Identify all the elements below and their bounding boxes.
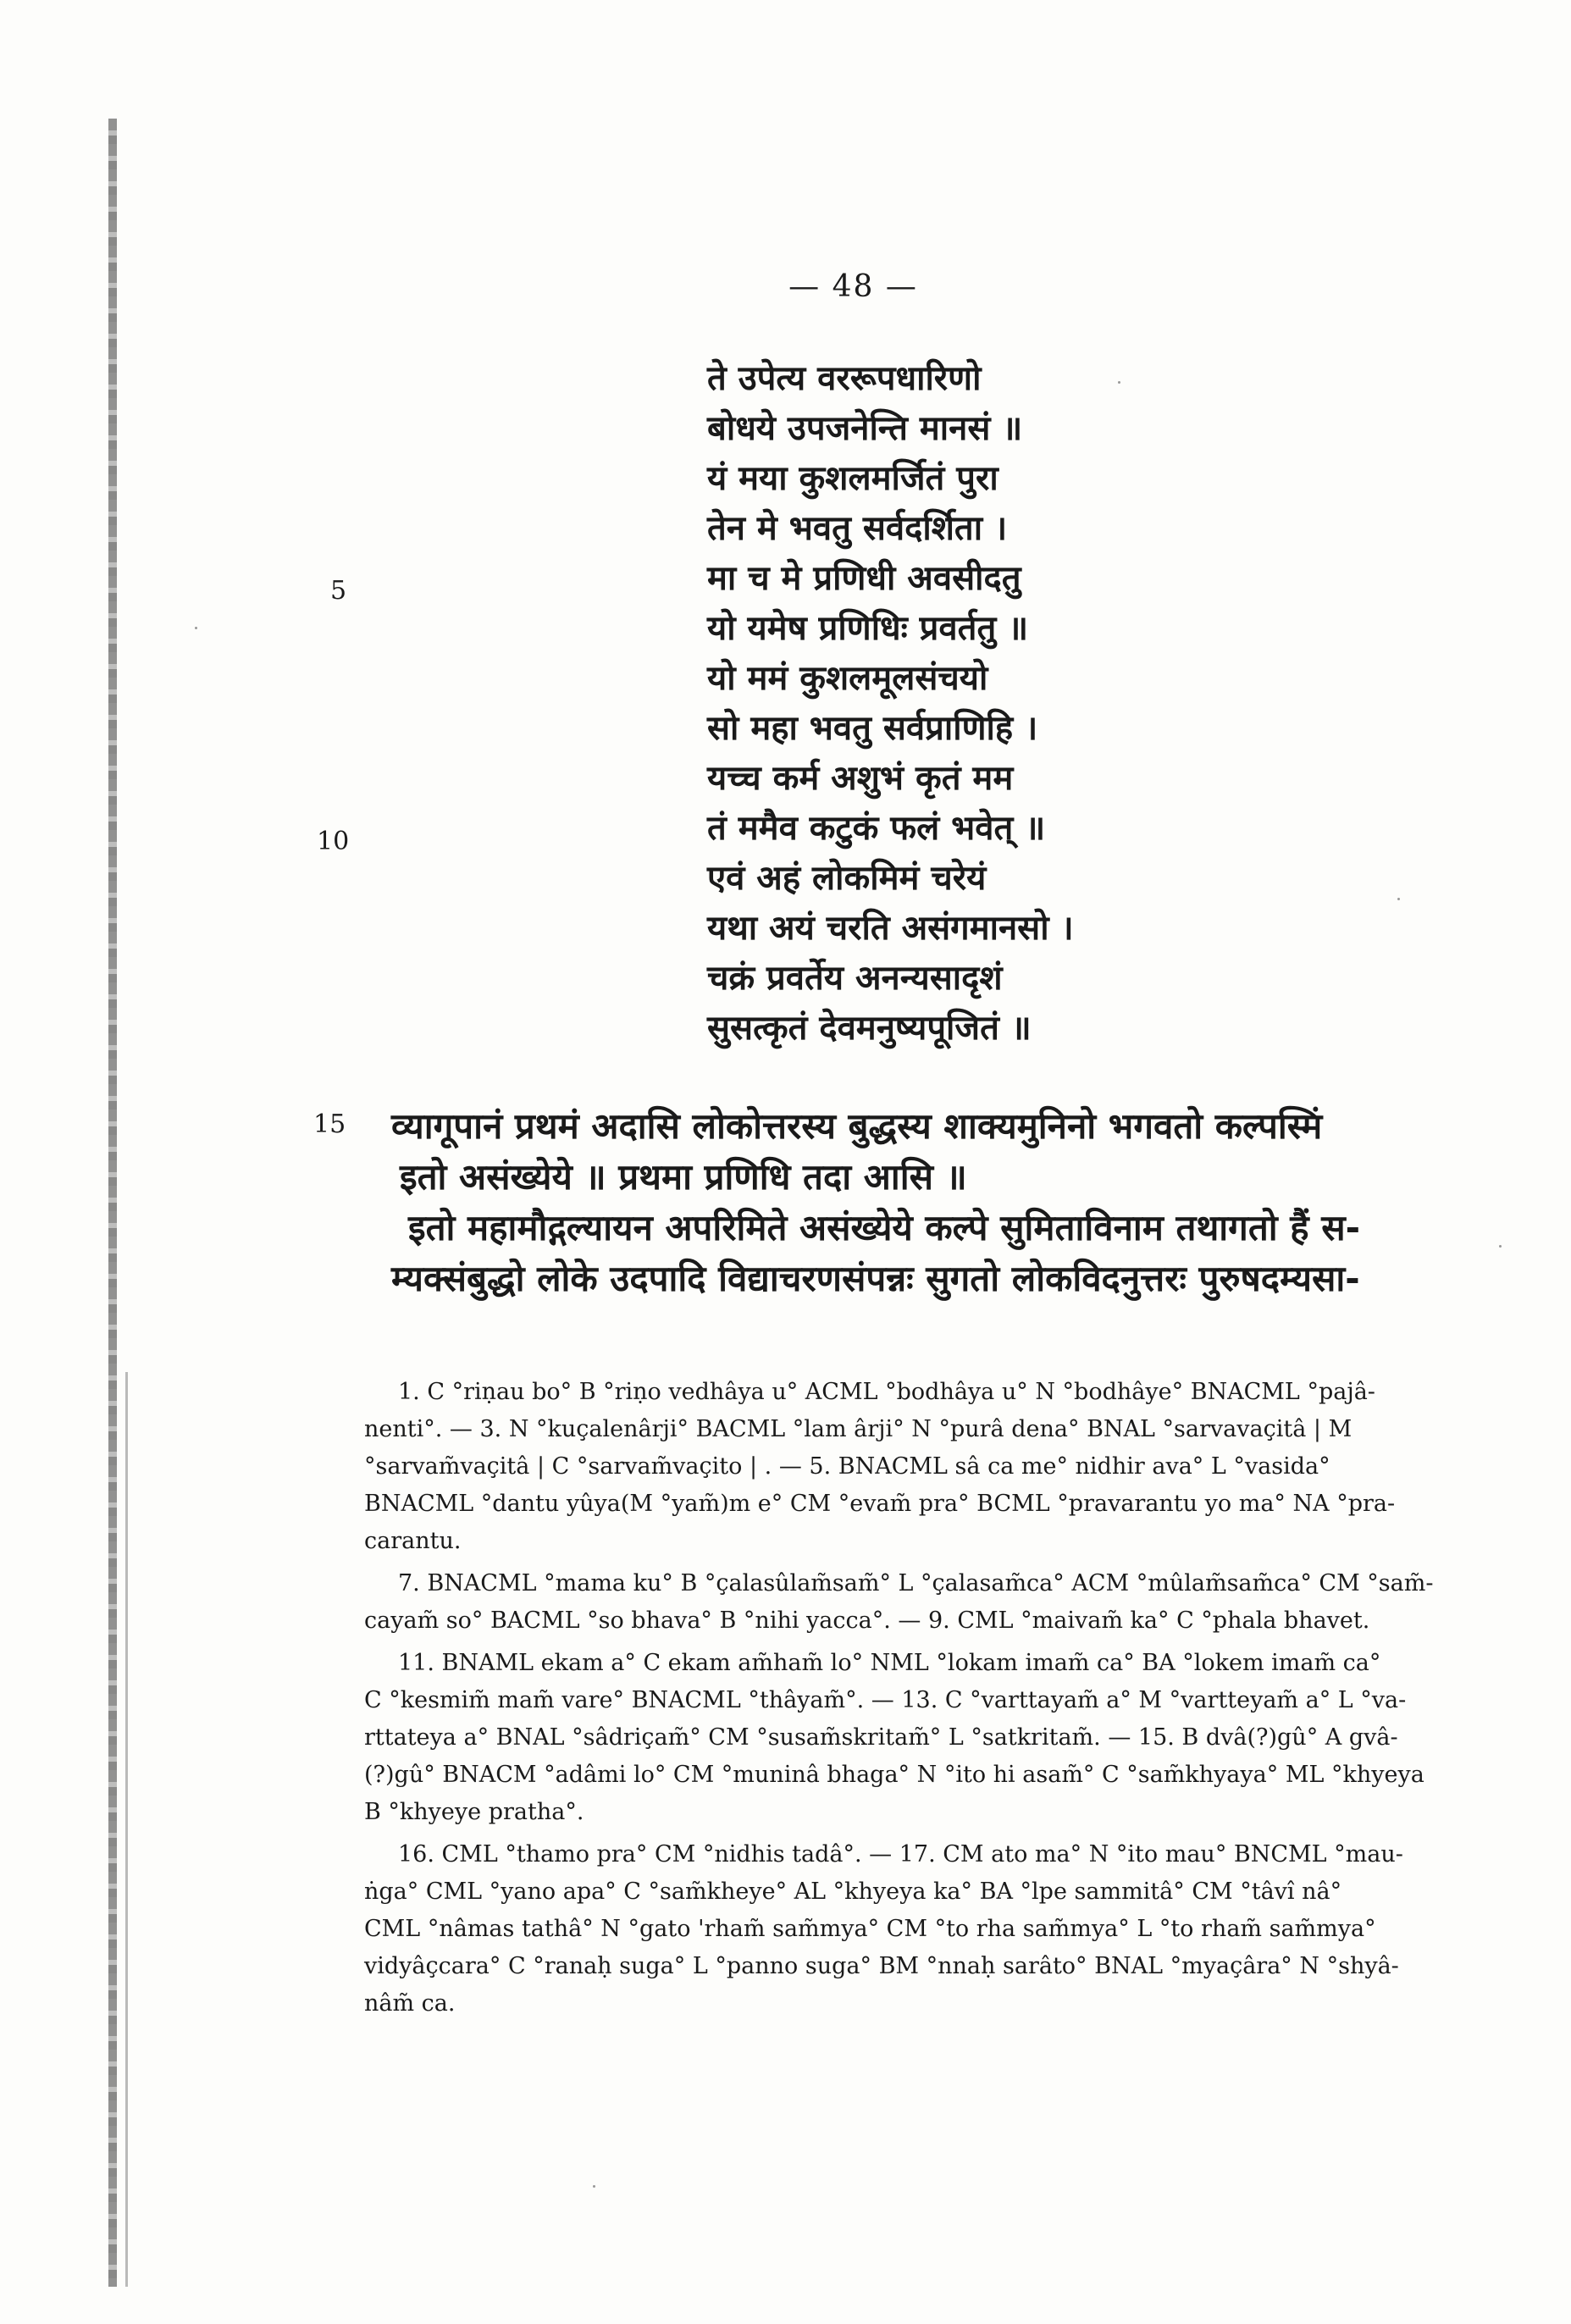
prose-line: म्यक्संबुद्धो लोके उदपादि विद्याचरणसंपन्नः सुगतो लोकविदनुत्तरः पुरुषदम्यसा- xyxy=(391,1258,1360,1299)
verse-line: यो यमेष प्रणिधिः प्रवर्ततु ॥ xyxy=(707,609,1029,648)
prose-line: इतो असंख्येये ॥ प्रथमा प्रणिधि तदा आसि ॥ xyxy=(400,1156,967,1198)
verse-line: तं ममैव कटुकं फलं भवेत् ॥ xyxy=(707,809,1046,848)
scan-speck xyxy=(1397,898,1400,900)
verse-line: यो ममं कुशलमूलसंचयो xyxy=(707,659,988,698)
footnote xyxy=(364,1374,1450,1560)
verse-line: सुसत्कृतं देवमनुष्यपूजितं ॥ xyxy=(707,1009,1032,1048)
footnote-line: rttateya a° BNAL °sâdriçam̃° CM °susam̃skritam̃° L °satkritam̃. — 15. B dvâ(?)gû° A gvâ- xyxy=(364,1724,1398,1751)
footnote-line: 16. CML °thamo pra° CM °nidhis tadâ°. — 17. CM ato ma° N °ito mau° BNCML °mau- xyxy=(398,1841,1403,1868)
verse-line: यं मया कुशलमर्जितं पुरा xyxy=(707,459,998,498)
verse-line: मा च मे प्रणिधी अवसीदतु xyxy=(707,559,1021,598)
line-number-15: 15 xyxy=(313,1109,346,1139)
footnotes-block xyxy=(364,1374,1450,2028)
verse-line: तेन मे भवतु सर्वदर्शिता । xyxy=(707,509,1008,548)
page-binding-edge xyxy=(108,119,117,2287)
verse-line: बोधये उपजनेन्ति मानसं ॥ xyxy=(707,409,1023,448)
prose-block xyxy=(391,1101,1450,1304)
scan-speck xyxy=(195,627,197,629)
footnote-line: ṅga° CML °yano apa° C °sam̃kheye° AL °khyeya ka° BA °lpe sammitâ° CM °tâvî nâ° xyxy=(364,1879,1342,1905)
footnote-line: C °kesmim̃ mam̃ vare° BNACML °thâyam̃°. — 13. C °varttayam̃ a° M °vartteyam̃ a° L °va- xyxy=(364,1687,1407,1713)
page-binding-shadow xyxy=(125,1372,128,2287)
verse-line: चक्रं प्रवर्तेय अनन्यसादृशं xyxy=(707,959,1003,998)
prose-line: व्यागूपानं प्रथमं अदासि लोकोत्तरस्य बुद्धस्य शाक्यमुनिनो भगवतो कल्पस्मिं xyxy=(391,1105,1323,1147)
footnote-line: °sarvam̃vaçitâ | C °sarvam̃vaçito | . — 5. BNACML sâ ca me° nidhir ava° L °vasida° xyxy=(364,1453,1330,1480)
footnote-line: carantu. xyxy=(364,1528,462,1554)
footnote xyxy=(364,1565,1450,1640)
verse-block xyxy=(707,354,1317,1054)
footnote-line: nâm̃ ca. xyxy=(364,1990,456,2017)
footnote-line: 11. BNAML ekam a° C ekam am̃ham̃ lo° NML °lokam imam̃ ca° BA °lokem imam̃ ca° xyxy=(398,1650,1381,1676)
footnote-line: B °khyeye pratha°. xyxy=(364,1799,584,1825)
verse-line: सो महा भवतु सर्वप्राणिहि । xyxy=(707,709,1038,748)
scan-speck xyxy=(1499,1245,1502,1248)
verse-line: एवं अहं लोकमिमं चरेयं xyxy=(707,859,987,898)
footnote xyxy=(364,1836,1450,2022)
footnote-line: vidyâçcara° C °ranaḥ suga° L °panno suga° BM °nnaḥ sarâto° BNAL °myaçâra° N °shyâ- xyxy=(364,1953,1399,1979)
line-number-5: 5 xyxy=(330,576,347,606)
footnote-line: cayam̃ so° BACML °so bhava° B °nihi yacca°. — 9. CML °maivam̃ ka° C °phala bhavet. xyxy=(364,1607,1370,1634)
verse-line: ते उपेत्य वररूपधारिणो xyxy=(707,359,982,398)
page-number: — 48 — xyxy=(788,269,918,304)
verse-line: यच्च कर्म अशुभं कृतं मम xyxy=(707,759,1014,798)
footnote-line: CML °nâmas tathâ° N °gato 'rham̃ sam̃mya° CM °to rha sam̃mya° L °to rham̃ sam̃mya° xyxy=(364,1916,1376,1942)
footnote-line: BNACML °dantu yûya(M °yam̃)m e° CM °evam̃ pra° BCML °pravarantu yo ma° NA °pra- xyxy=(364,1491,1396,1517)
verse-line: यथा अयं चरति असंगमानसो । xyxy=(707,909,1074,948)
scan-speck xyxy=(593,2185,595,2188)
line-number-10: 10 xyxy=(317,827,350,856)
footnote-line: (?)gû° BNACM °adâmi lo° CM °muninâ bhaga° N °ito hi asam̃° C °sam̃khyaya° ML °khyeya xyxy=(364,1762,1424,1788)
scan-speck xyxy=(1118,381,1120,384)
footnote xyxy=(364,1645,1450,1831)
prose-line: इतो महामौद्गल्यायन अपरिमिते असंख्येये कल्पे सुमिताविनाम तथागतो हैं स- xyxy=(408,1207,1361,1248)
footnote-line: 7. BNACML °mama ku° B °çalasûlam̃sam̃° L °çalasam̃ca° ACM °mûlam̃sam̃ca° CM °sam̃- xyxy=(398,1570,1434,1596)
footnote-line: 1. C °riṇau bo° B °riṇo vedhâya u° ACML °bodhâya u° N °bodhâye° BNACML °pajâ- xyxy=(398,1379,1375,1405)
footnote-line: nenti°. — 3. N °kuçalenârji° BACML °lam ârji° N °purâ dena° BNAL °sarvavaçitâ | M xyxy=(364,1416,1352,1442)
